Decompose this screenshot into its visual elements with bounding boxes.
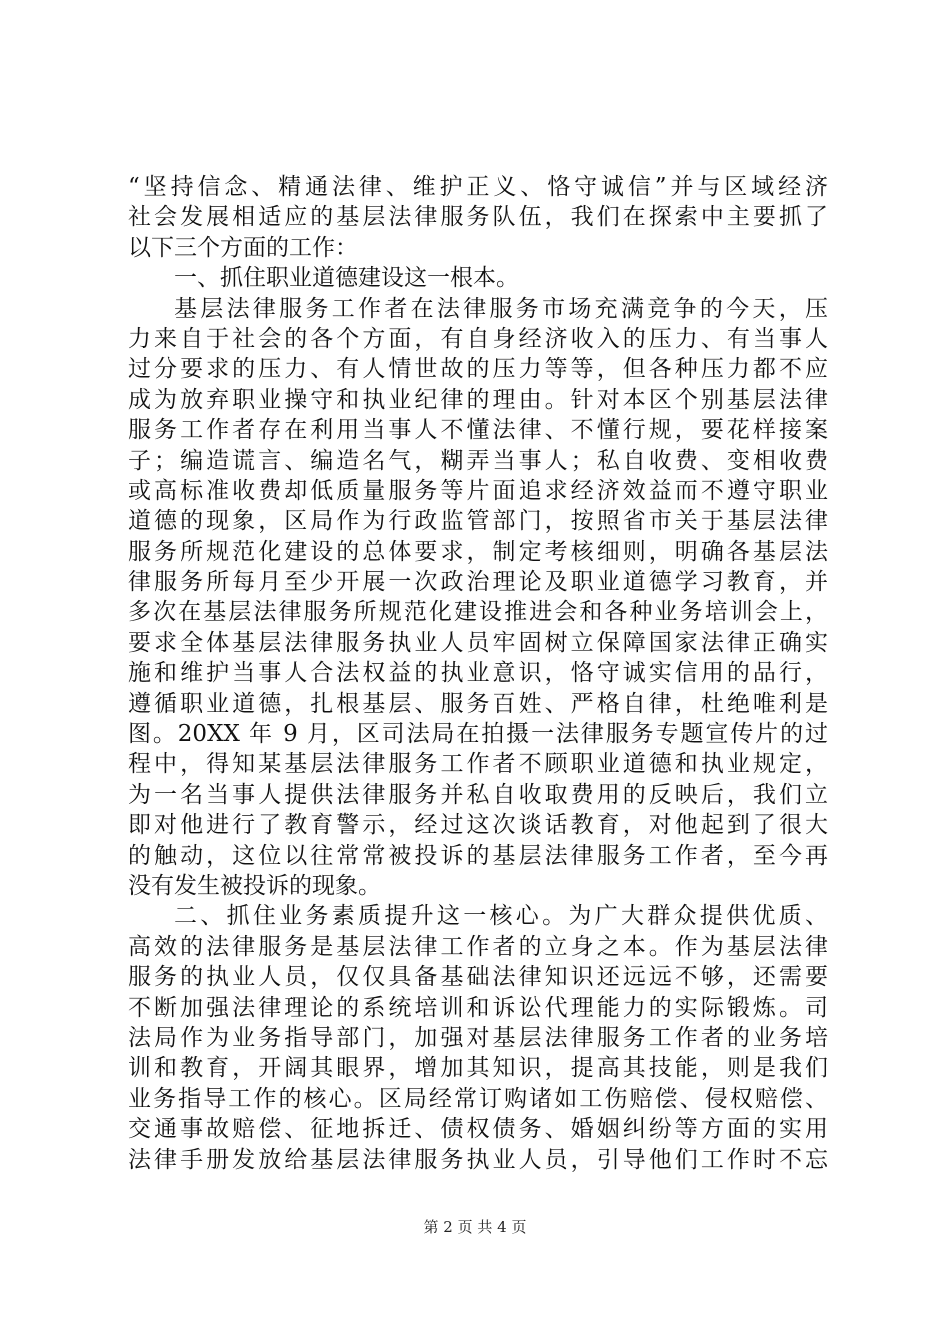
text-line: 为一名当事人提供法律服务并私自收取费用的反映后，我们立	[128, 781, 828, 808]
text-line: 的触动，这位以往常常被投诉的基层法律服务工作者，至今再	[128, 842, 828, 869]
text-line: 服务所规范化建设的总体要求，制定考核细则，明确各基层法	[128, 538, 828, 565]
text-line: 以下三个方面的工作：	[128, 234, 358, 261]
text-line: 业务指导工作的核心。区局经常订购诸如工伤赔偿、侵权赔偿、	[128, 1085, 828, 1112]
text-line: 施和维护当事人合法权益的执业意识，恪守诚实信用的品行，	[128, 660, 828, 687]
text-line: 子；编造谎言、编造名气，糊弄当事人；私自收费、变相收费	[128, 447, 828, 474]
text-line: 交通事故赔偿、征地拆迁、债权债务、婚姻纠纷等方面的实用	[128, 1116, 828, 1143]
text-line: 要求全体基层法律服务执业人员牢固树立保障国家法律正确实	[128, 629, 828, 656]
text-line: 成为放弃职业操守和执业纪律的理由。针对本区个别基层法律	[128, 386, 828, 413]
text-line: “坚持信念、精通法律、维护正义、恪守诚信”并与区域经济	[128, 174, 828, 200]
text-line: 法律手册发放给基层法律服务执业人员，引导他们工作时不忘	[128, 1146, 828, 1173]
text-line: 一、抓住职业道德建设这一根本。	[174, 265, 519, 292]
text-line: 力来自于社会的各个方面，有自身经济收入的压力、有当事人	[128, 325, 828, 352]
text-line: 二、抓住业务素质提升这一核心。为广大群众提供优质、	[174, 903, 828, 930]
text-line: 训和教育，开阔其眼界，增加其知识，提高其技能，则是我们	[128, 1055, 828, 1082]
text-line: 社会发展相适应的基层法律服务队伍，我们在探索中主要抓了	[128, 204, 828, 231]
text-line: 遵循职业道德，扎根基层、服务百姓、严格自律，杜绝唯利是	[128, 690, 828, 717]
text-line: 服务工作者存在利用当事人不懂法律、不懂行规，要花样接案	[128, 417, 828, 444]
text-line: 律服务所每月至少开展一次政治理论及职业道德学习教育，并	[128, 569, 828, 596]
text-line: 服务的执业人员，仅仅具备基础法律知识还远远不够，还需要	[128, 964, 828, 991]
text-line: 道德的现象，区局作为行政监管部门，按照省市关于基层法律	[128, 508, 828, 535]
text-line: 不断加强法律理论的系统培训和诉讼代理能力的实际锻炼。司	[128, 994, 828, 1021]
text-line: 基层法律服务工作者在法律服务市场充满竞争的今天，压	[174, 295, 828, 322]
text-line: 没有发生被投诉的现象。	[128, 872, 381, 899]
text-line: 图。20XX 年 9 月，区司法局在拍摄一法律服务专题宣传片的过	[128, 721, 828, 748]
text-line: 法局作为业务指导部门，加强对基层法律服务工作者的业务培	[128, 1024, 828, 1051]
text-line: 程中，得知某基层法律服务工作者不顾职业道德和执业规定，	[128, 751, 828, 778]
text-line: 过分要求的压力、有人情世故的压力等等，但各种压力都不应	[128, 356, 828, 383]
text-line: 或高标准收费却低质量服务等片面追求经济效益而不遵守职业	[128, 477, 828, 504]
page-footer: 第 2 页 共 4 页	[423, 1218, 527, 1236]
document-body	[128, 172, 828, 1175]
text-line: 高效的法律服务是基层法律工作者的立身之本。作为基层法律	[128, 933, 828, 960]
text-line: 即对他进行了教育警示，经过这次谈话教育，对他起到了很大	[128, 812, 828, 839]
text-line: 多次在基层法律服务所规范化建设推进会和各种业务培训会上，	[128, 599, 828, 626]
